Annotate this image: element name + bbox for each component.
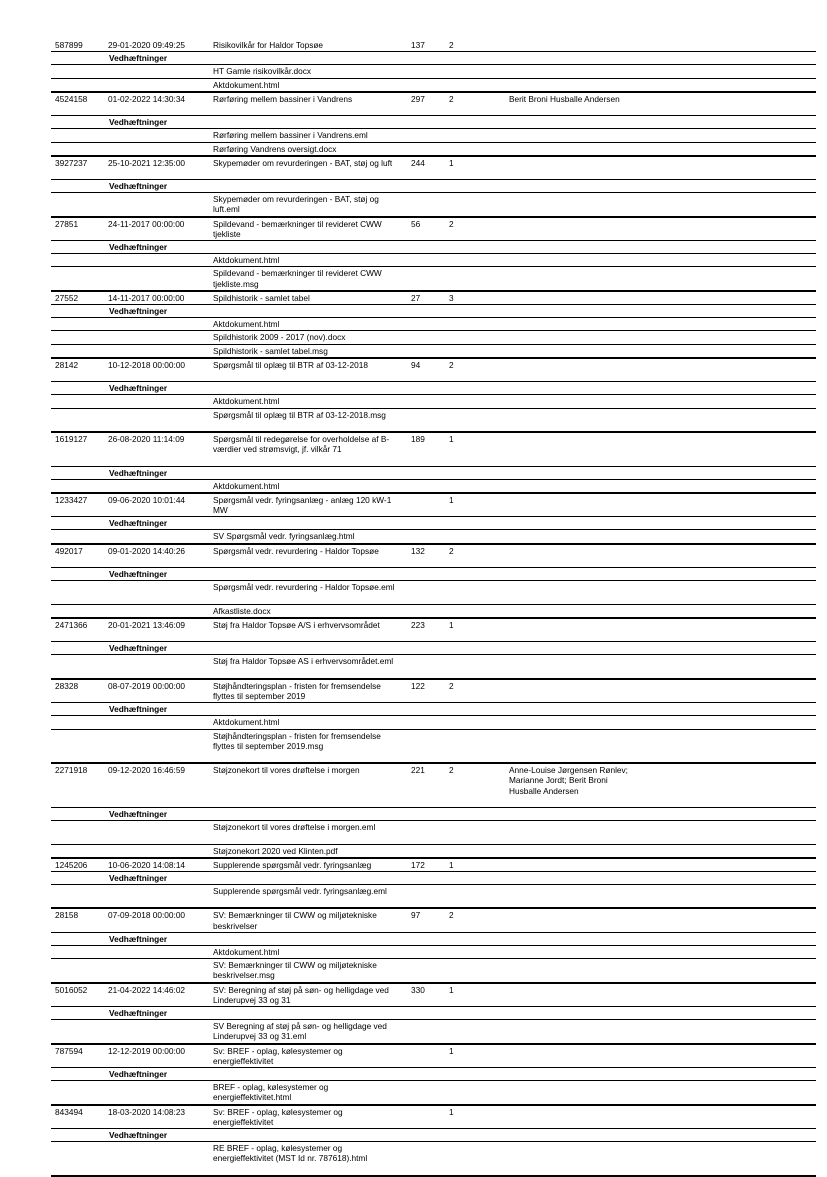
record-row [51, 680, 816, 703]
record-count: 3 [449, 292, 454, 303]
record-id: 28158 [55, 910, 79, 921]
record-number: 330 [411, 984, 425, 995]
record-title: SV: Beregning af støj på søn- og helligdage ved Linderupvej 33 og 31 [213, 984, 389, 1005]
attachments-label: Vedhæftninger [109, 306, 168, 317]
record-row [51, 494, 816, 517]
attachments-label: Vedhæftninger [109, 1008, 168, 1019]
attachment-file-name: Aktdokument.html [213, 396, 280, 407]
attachments-header-row [51, 642, 816, 655]
attachment-row [51, 1081, 816, 1105]
attachments-header-row [51, 52, 816, 65]
record-row [51, 157, 816, 180]
record-row [51, 218, 816, 241]
attachment-file-name: Aktdokument.html [213, 480, 280, 491]
record-count: 2 [449, 680, 454, 691]
record-number: 189 [411, 433, 425, 444]
attachment-file-name: Støjzonekort til vores drøftelse i morgen.eml [213, 822, 376, 833]
attachments-label: Vedhæftninger [109, 933, 168, 944]
attachments-label: Vedhæftninger [109, 808, 168, 819]
record-number: 297 [411, 93, 425, 104]
attachments-header-row [51, 241, 816, 254]
attachments-label: Vedhæftninger [109, 518, 168, 529]
record-id: 843494 [55, 1106, 83, 1117]
record-title: Spildevand - bemærkninger til revideret CWW tjekliste [213, 218, 382, 239]
record-id: 492017 [55, 545, 83, 556]
record-count: 2 [449, 910, 454, 921]
attachments-header-row [51, 1129, 816, 1142]
attachment-row [51, 193, 816, 217]
record-title: Sv: BREF - oplag, kølesystemer og energieffektivitet [213, 1045, 343, 1066]
record-title: Spildhistorik - samlet tabel [213, 292, 310, 303]
attachment-row [51, 1020, 816, 1044]
record-row [51, 39, 816, 52]
record-person: Anne-Louise Jørgensen Rønlev; Marianne Jordt; Berit Broni Husballe Andersen [509, 765, 628, 796]
record-number: 132 [411, 545, 425, 556]
record-row [51, 764, 816, 808]
attachment-file-name: Spildevand - bemærkninger til revideret CWW tjekliste.msg [213, 268, 382, 289]
record-number: 172 [411, 859, 425, 870]
record-date: 24-11-2017 00:00:00 [108, 218, 185, 229]
record-row [51, 859, 816, 872]
attachment-file-name: Støjhåndteringsplan - fristen for fremsendelse flyttes til september 2019.msg [213, 730, 381, 751]
attachments-header-row [51, 933, 816, 946]
record-title: Støjzonekort til vores drøftelse i morgen [213, 765, 360, 776]
attachment-row [51, 395, 816, 408]
record-id: 5016052 [55, 984, 88, 995]
attachment-file-name: BREF - oplag, kølesystemer og energieffektivitet.html [213, 1082, 329, 1103]
attachment-row [51, 655, 816, 679]
record-id: 1233427 [55, 494, 88, 505]
attachment-file-name: HT Gamle risikovilkår.docx [213, 66, 312, 77]
record-count: 1 [449, 433, 454, 444]
attachments-label: Vedhæftninger [109, 383, 168, 394]
record-id: 1245206 [55, 859, 88, 870]
record-row [51, 619, 816, 642]
record-number: 221 [411, 765, 425, 776]
record-title: Spørgsmål til oplæg til BTR af 03-12-2018 [213, 359, 368, 370]
attachment-row [51, 79, 816, 93]
record-count: 2 [449, 93, 454, 104]
attachments-header-row [51, 305, 816, 318]
record-date: 09-06-2020 10:01:44 [108, 494, 186, 505]
record-date: 25-10-2021 12:35:00 [108, 157, 186, 168]
attachments-header-row [51, 568, 816, 581]
attachment-file-name: Aktdokument.html [213, 717, 280, 728]
attachments-label: Vedhæftninger [109, 569, 168, 580]
attachment-file-name: Spørgsmål vedr. revurdering - Haldor Topsøe.eml [213, 582, 395, 593]
attachments-label: Vedhæftninger [109, 643, 168, 654]
attachments-header-row [51, 517, 816, 530]
record-count: 1 [449, 157, 454, 168]
attachment-file-name: SV: Bemærkninger til CWW og miljøtekniske beskrivelser.msg [213, 960, 377, 981]
attachment-file-name: Afkastliste.docx [213, 605, 271, 616]
attachment-file-name: SV Spørgsmål vedr. fyringsanlæg.html [213, 531, 355, 542]
record-id: 587899 [55, 40, 83, 50]
record-title: Skypemøder om revurderingen - BAT, støj og luft [213, 157, 393, 168]
record-id: 3927237 [55, 157, 88, 168]
attachment-row [51, 254, 816, 267]
attachments-header-row [51, 116, 816, 129]
record-number: 27 [411, 292, 421, 303]
attachments-label: Vedhæftninger [109, 872, 168, 883]
record-number: 94 [411, 359, 421, 370]
record-count: 1 [449, 984, 454, 995]
record-date: 08-07-2019 00:00:00 [108, 680, 186, 691]
attachment-row [51, 845, 816, 859]
attachments-header-row [51, 808, 816, 821]
attachment-row [51, 409, 816, 433]
attachment-row [51, 959, 816, 983]
attachment-row [51, 480, 816, 494]
record-id: 2471366 [55, 619, 88, 630]
record-date: 09-01-2020 14:40:26 [108, 545, 186, 556]
record-title: Støjhåndteringsplan - fristen for fremsendelse flyttes til september 2019 [213, 680, 381, 701]
attachments-label: Vedhæftninger [109, 242, 168, 253]
attachments-label: Vedhæftninger [109, 1068, 168, 1079]
record-date: 12-12-2019 00:00:00 [108, 1045, 186, 1056]
record-count: 1 [449, 1045, 454, 1056]
record-id: 4524158 [55, 93, 88, 104]
attachment-file-name: Støjzonekort 2020 ved Klinten.pdf [213, 845, 338, 856]
record-title: Supplerende spørgsmål vedr. fyringsanlæg [213, 859, 372, 870]
attachment-row [51, 730, 816, 765]
record-row [51, 1045, 816, 1068]
record-id: 27552 [55, 292, 79, 303]
record-title: Støj fra Haldor Topsøe A/S i erhvervsområdet [213, 619, 380, 630]
record-count: 1 [449, 1106, 454, 1117]
attachment-row [51, 821, 816, 844]
record-title: Spørgsmål vedr. fyringsanlæg - anlæg 120 kW-1 MW [213, 494, 392, 516]
attachments-header-row [51, 1007, 816, 1020]
record-count: 2 [449, 765, 454, 776]
record-number: 223 [411, 619, 425, 630]
record-title: SV: Bemærkninger til CWW og miljøtekniske beskrivelser [213, 910, 377, 931]
record-date: 07-09-2018 00:00:00 [108, 910, 186, 921]
attachment-row [51, 885, 816, 909]
attachments-header-row [51, 382, 816, 395]
attachments-header-row [51, 703, 816, 716]
record-id: 28142 [55, 359, 79, 370]
attachment-file-name: Støj fra Haldor Topsøe AS i erhvervsområdet.eml [213, 656, 394, 667]
attachments-header-row [51, 1068, 816, 1081]
attachment-row [51, 143, 816, 157]
record-number: 244 [411, 157, 425, 168]
record-row [51, 545, 816, 568]
attachment-file-name: Spørgsmål til oplæg til BTR af 03-12-2018.msg [213, 409, 386, 420]
attachment-row [51, 605, 816, 619]
record-date: 10-12-2018 00:00:00 [108, 359, 186, 370]
record-count: 2 [449, 218, 454, 229]
document-table [51, 39, 816, 1177]
record-count: 2 [449, 359, 454, 370]
record-title: Spørgsmål til redegørelse for overholdelse af B-værdier ved strømsvigt, jf. vilkår 71 [213, 433, 390, 455]
record-row [51, 93, 816, 116]
record-row [51, 909, 816, 932]
record-number: 56 [411, 218, 421, 229]
record-date: 09-12-2020 16:46:59 [108, 765, 186, 776]
record-count: 2 [449, 545, 454, 556]
record-count: 1 [449, 619, 454, 630]
attachment-row [51, 581, 816, 604]
record-date: 18-03-2020 14:08:23 [108, 1106, 186, 1117]
record-count: 1 [449, 494, 454, 505]
attachments-label: Vedhæftninger [109, 1129, 168, 1140]
record-row [51, 984, 816, 1007]
attachment-file-name: Aktdokument.html [213, 319, 280, 330]
attachment-row [51, 345, 816, 359]
attachments-label: Vedhæftninger [109, 53, 168, 64]
attachment-file-name: Spildhistorik - samlet tabel.msg [213, 345, 328, 356]
attachment-row [51, 65, 816, 78]
attachment-row [51, 530, 816, 544]
record-title: Rørføring mellem bassiner i Vandrens [213, 93, 353, 104]
record-row [51, 292, 816, 305]
attachment-file-name: Aktdokument.html [213, 947, 280, 958]
record-id: 2271918 [55, 765, 88, 776]
record-count: 2 [449, 40, 454, 50]
attachment-file-name: Spildhistorik 2009 - 2017 (nov).docx [213, 332, 346, 343]
attachments-label: Vedhæftninger [109, 181, 168, 192]
attachments-label: Vedhæftninger [109, 467, 168, 478]
attachment-file-name: RE BREF - oplag, kølesystemer og energieffektivitet (MST Id nr. 787618).html [213, 1143, 368, 1164]
attachment-row [51, 716, 816, 729]
attachment-file-name: Aktdokument.html [213, 255, 280, 266]
record-count: 1 [449, 859, 454, 870]
attachment-row [51, 1142, 816, 1177]
record-date: 01-02-2022 14:30:34 [108, 93, 186, 104]
attachments-header-row [51, 467, 816, 480]
record-date: 20-01-2021 13:46:09 [108, 619, 186, 630]
attachment-file-name: Skypemøder om revurderingen - BAT, støj og luft.eml [213, 194, 379, 215]
record-date: 10-06-2020 14:08:14 [108, 859, 186, 870]
attachments-header-row [51, 872, 816, 885]
record-title: Risikovilkår for Haldor Topsøe [213, 40, 324, 50]
record-number: 137 [411, 40, 425, 50]
attachment-file-name: Aktdokument.html [213, 79, 280, 90]
attachment-file-name: Rørføring mellem bassiner i Vandrens.eml [213, 130, 368, 141]
attachment-row [51, 129, 816, 142]
attachments-label: Vedhæftninger [109, 117, 168, 128]
record-title: Sv: BREF - oplag, kølesystemer og energieffektivitet [213, 1106, 343, 1127]
record-number: 122 [411, 680, 425, 691]
attachments-header-row [51, 180, 816, 193]
record-title: Spørgsmål vedr. revurdering - Haldor Topsøe [213, 545, 379, 556]
attachment-row [51, 946, 816, 959]
record-row [51, 433, 816, 467]
record-row [51, 359, 816, 382]
record-id: 28328 [55, 680, 79, 691]
attachment-file-name: Rørføring Vandrens oversigt.docx [213, 143, 337, 154]
attachment-row [51, 318, 816, 331]
record-date: 29-01-2020 09:49:25 [108, 40, 186, 50]
record-date: 26-08-2020 11:14:09 [108, 433, 185, 444]
attachments-label: Vedhæftninger [109, 704, 168, 715]
record-person: Berit Broni Husballe Andersen [509, 93, 620, 104]
record-date: 14-11-2017 00:00:00 [108, 292, 185, 303]
attachment-file-name: Supplerende spørgsmål vedr. fyringsanlæg.eml [213, 886, 387, 897]
record-date: 21-04-2022 14:46:02 [108, 984, 186, 995]
record-number: 97 [411, 910, 421, 921]
attachment-row [51, 267, 816, 291]
record-row [51, 1106, 816, 1129]
record-id: 27851 [55, 218, 79, 229]
attachment-file-name: SV Beregning af støj på søn- og helligdage ved Linderupvej 33 og 31.eml [213, 1021, 387, 1042]
record-id: 787594 [55, 1045, 83, 1056]
record-id: 1619127 [55, 433, 88, 444]
attachment-row [51, 331, 816, 344]
